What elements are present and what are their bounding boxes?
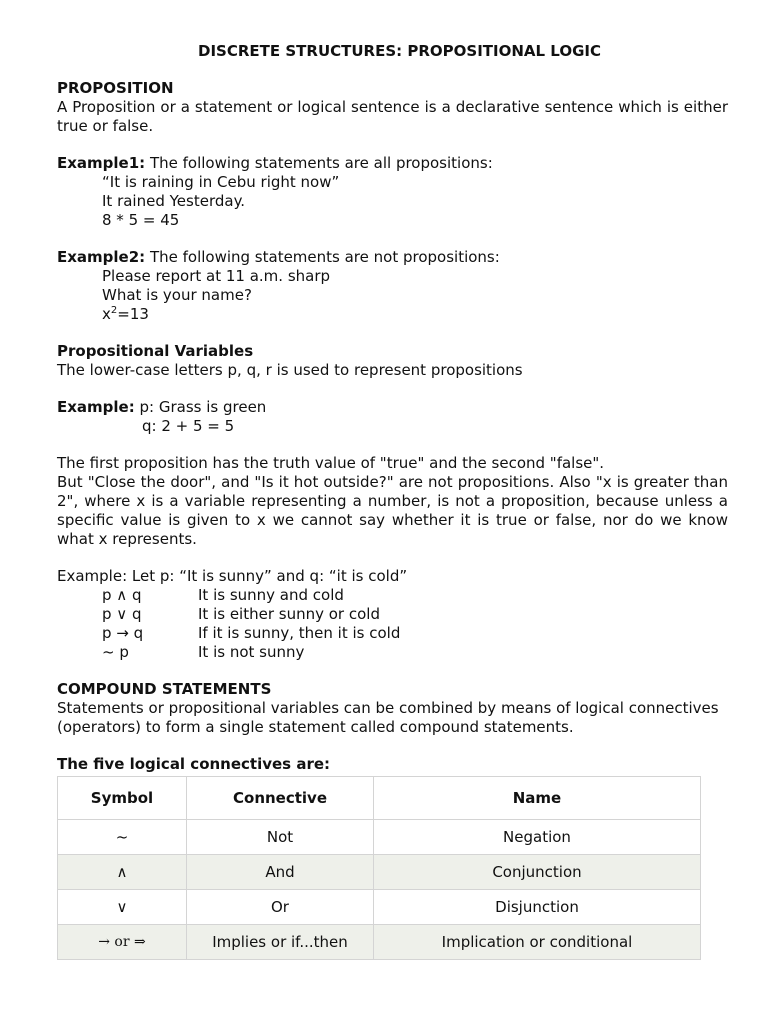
example2-item: Please report at 11 a.m. sharp <box>102 267 331 285</box>
proposition-heading: PROPOSITION <box>57 79 174 97</box>
example2-intro: The following statements are not propositions: <box>145 248 500 266</box>
column-header-name: Name <box>374 777 701 820</box>
symbol-cell: ~ <box>58 820 187 855</box>
symbol-cell: ∨ <box>58 890 187 925</box>
variables-example-q: q: 2 + 5 = 5 <box>142 417 235 435</box>
compound-text: Statements or propositional variables can be combined by means of logical connectives (operators) to form a single statement called compound statements. <box>57 699 719 736</box>
example1-line <box>57 154 728 173</box>
connectives-heading: The five logical connectives are: <box>57 755 331 773</box>
connectives-table <box>57 776 701 960</box>
variables-text: The lower-case letters p, q, r is used to represent propositions <box>57 361 523 379</box>
table-header-row <box>58 777 701 820</box>
table-row <box>58 855 701 890</box>
example2-equation <box>57 305 728 324</box>
name-cell: Negation <box>374 820 701 855</box>
operator-expression: p → q <box>102 624 144 642</box>
variables-example-p <box>57 398 728 417</box>
connective-cell: Implies or if...then <box>187 925 374 960</box>
example1-intro: The following statements are all propositions: <box>145 154 493 172</box>
example2-line <box>57 248 728 267</box>
truth-paragraph: But "Close the door", and "Is it hot outside?" are not propositions. Also "x is greater than 2", where x is a variable representing a number, is not a proposition, because unless a specific value is given to x we cannot say whether it is true or false, nor do we know what x represents. <box>57 473 728 548</box>
sunny-example-intro: Example: Let p: “It is sunny” and q: “it is cold” <box>57 567 408 585</box>
connective-cell: Not <box>187 820 374 855</box>
symbol-cell: → or ⇒ <box>58 925 187 960</box>
document-page <box>57 42 728 960</box>
example1-item: It rained Yesterday. <box>102 192 246 210</box>
variables-heading: Propositional Variables <box>57 342 254 360</box>
table-row <box>58 820 701 855</box>
operator-expression: p ∨ q <box>102 605 142 623</box>
example1-label: Example1: <box>57 154 146 172</box>
column-header-connective: Connective <box>187 777 374 820</box>
variables-example-p-text: p: Grass is green <box>134 398 267 416</box>
column-header-symbol: Symbol <box>58 777 187 820</box>
example1-item: “It is raining in Cebu right now” <box>102 173 340 191</box>
operator-meaning: It is not sunny <box>198 643 305 661</box>
operator-meaning: It is either sunny or cold <box>198 605 380 623</box>
page-title: DISCRETE STRUCTURES: PROPOSITIONAL LOGIC <box>198 42 601 60</box>
table-row <box>58 890 701 925</box>
example2-label: Example2: <box>57 248 146 266</box>
table-row <box>58 925 701 960</box>
equation-exponent: 2 <box>110 305 118 316</box>
compound-heading: COMPOUND STATEMENTS <box>57 680 272 698</box>
operator-meaning: It is sunny and cold <box>198 586 344 604</box>
name-cell: Implication or conditional <box>374 925 701 960</box>
operator-expression: p ∧ q <box>102 586 142 604</box>
connective-cell: Or <box>187 890 374 925</box>
symbol-cell: ∧ <box>58 855 187 890</box>
sunny-example-list <box>57 586 728 662</box>
truth-line1: The first proposition has the truth value of "true" and the second "false". <box>57 454 605 472</box>
operator-expression: ~ p <box>102 643 129 661</box>
name-cell: Conjunction <box>374 855 701 890</box>
name-cell: Disjunction <box>374 890 701 925</box>
variables-example-label: Example: <box>57 398 135 416</box>
example1-item: 8 * 5 = 45 <box>102 211 180 229</box>
proposition-definition: A Proposition or a statement or logical sentence is a declarative sentence which is either true or false. <box>57 98 728 135</box>
equation-rest: =13 <box>117 305 149 323</box>
example2-item: What is your name? <box>102 286 252 304</box>
equation-base: x <box>102 305 111 323</box>
operator-meaning: If it is sunny, then it is cold <box>198 624 401 642</box>
connective-cell: And <box>187 855 374 890</box>
